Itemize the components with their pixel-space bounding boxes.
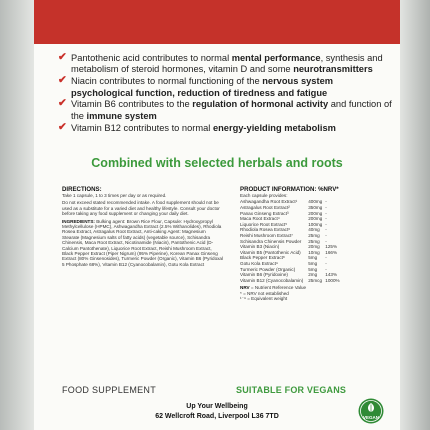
product-info-column	[240, 186, 388, 302]
claim-text: Vitamin B12 contributes to normal	[71, 122, 213, 133]
health-claim-item	[58, 120, 392, 134]
bottle-edge-shade-left	[0, 0, 34, 430]
nutrient-nrv: -	[325, 221, 327, 227]
nutrient-amount: 10mg	[308, 249, 320, 255]
nutrient-name: Vitamin B6 (Pyridoxine)	[240, 272, 288, 278]
nutrient-name: Ashwagandha Root Extract¹	[240, 199, 298, 205]
bottle-edge-shade-right	[400, 0, 430, 430]
claim-text: and function of the	[71, 99, 392, 121]
nutrient-nrv: 166%	[325, 249, 338, 255]
nutrient-name: Reishi Mushroom Extract⁷	[240, 232, 293, 238]
suitable-for-vegans-label: SUITABLE FOR VEGANS	[236, 385, 347, 395]
claim-highlight: nervous system psychological function, reduction of tiredness and fatigue	[71, 76, 334, 98]
nutrient-amount: 5mg	[308, 260, 318, 266]
ingredients-text: Bulking agent: Brown Rice Flour, Capsule: Hydroxypropyl Methylcellulose (HPMC), Ashwagandha Extract (2.5% Withanolides), Rhodiola Rosea Extract, Astragalus Root Extract, Anti-caking Agent: Magnesium Stearate (Magnesium salts of fatty acids) (vegetable source), Schisandra Chinensis, Maca Root Extract, Nicotinamide (Niacin), Pantothenic Acid (D-Calcium Pantothenate), Liquorice Root Extract, Reishi Mushroom Extract, Black Pepper Extract (Piper Nigrum) (95% Piperine), Korean Panax Ginseng Extract (80% Ginsenosides), Turmeric Powder (Organic), Vitamin B6 (Pyridoxal 5 Phosphate 68%), Vitamin B12 (Cyanocobalamin), Gotu Kola Extract	[62, 218, 224, 267]
claim-highlight: regulation of hormonal activity	[192, 99, 329, 110]
nutrient-nrv: -	[325, 255, 327, 261]
check-icon: ✔	[58, 51, 67, 63]
nutrient-amount: 5mg	[308, 266, 318, 272]
nutrient-amount: 25mg	[308, 232, 320, 238]
nutrition-row	[240, 205, 340, 211]
nutrient-amount: 200mg	[308, 216, 323, 222]
nutrient-name: Vitamin B5 (Pantothenic Acid)	[240, 249, 301, 255]
health-claim-item	[58, 76, 392, 99]
vegan-badge-text: VEGAN	[362, 415, 380, 420]
claim-text: , synthesis and metabolism of steroid hormones, vitamin D and some	[71, 53, 383, 75]
nutrient-nrv: -	[325, 205, 327, 210]
nutrient-name: Astragalus Root Extract²	[240, 205, 290, 210]
company-name: Up Your Wellbeing	[186, 403, 248, 410]
nutrient-nrv: -	[325, 227, 327, 233]
nutrient-amount: 20mg	[308, 244, 320, 250]
each-capsule-text: Each capsule provides:	[240, 193, 288, 198]
claim-text: Pantothenic acid contributes to normal	[71, 53, 232, 63]
label-top-band	[34, 0, 400, 44]
food-supplement-label: FOOD SUPPLEMENT	[62, 385, 157, 395]
directions-heading: DIRECTIONS:	[62, 186, 102, 193]
directions-warning: Do not exceed stated recommended intake. A food supplement should not be used as a substitute for a varied diet and healthy lifestyle. Consult your doctor before taking any food supplement or changing your daily diet.	[62, 200, 220, 217]
nutrient-nrv: -	[325, 266, 327, 272]
nutrient-name: Liquorice Root Extract⁵	[240, 221, 288, 227]
nutrition-table	[240, 199, 340, 283]
check-icon: ✔	[58, 97, 67, 110]
nutrient-nrv: -	[325, 232, 327, 238]
nutrient-name: Gotu Kola Extract⁹	[240, 260, 278, 266]
nutrient-amount: 25mg	[308, 238, 320, 244]
nutrient-nrv: 1000%	[325, 277, 340, 283]
company-info	[34, 402, 400, 421]
check-icon: ✔	[58, 120, 67, 133]
claim-highlight: mental performance	[231, 53, 321, 63]
nrv-footnote: * = NRV not established	[240, 290, 289, 296]
equivalent-weight-footnote: ¹⁻⁹ = Equivalent weight	[240, 296, 288, 302]
nutrient-amount: 2mg	[308, 272, 318, 278]
nutrient-amount: 25mcg	[308, 277, 323, 283]
nutrient-amount: 100mg	[308, 221, 323, 227]
nutrient-amount: 40mg	[308, 227, 320, 233]
company-address: 62 Wellcroft Road, Liverpool L36 7TD	[155, 412, 279, 420]
vegan-leaf-icon	[358, 398, 384, 424]
ingredients-block	[62, 219, 224, 268]
nutrient-nrv: -	[325, 199, 327, 205]
nutrient-name: Schisandra Chinensis Powder	[240, 238, 302, 244]
nutrition-row	[240, 233, 340, 239]
nrv-column-heading: %NRV*	[318, 186, 339, 193]
nutrition-row	[240, 278, 340, 284]
claim-highlight: neurotransmitters	[293, 64, 373, 75]
check-icon: ✔	[58, 74, 67, 87]
claim-text: Niacin contributes to normal functioning of the	[71, 76, 263, 87]
nutrient-name: Panax Ginseng Extract³	[240, 210, 289, 216]
nutrient-name: Black Pepper Extract⁸	[240, 255, 285, 261]
nutrient-name: Vitamin B3 (Niacin)	[240, 244, 280, 250]
nrv-label: NRV	[240, 285, 250, 291]
nutrient-nrv: 143%	[325, 272, 338, 278]
nutrient-nrv: -	[325, 238, 327, 244]
claim-text: Vitamin B6 contributes to the	[71, 99, 193, 110]
nutrient-name: Vitamin B12 (Cyanocobalamin)	[240, 277, 304, 283]
combined-heading: Combined with selected herbals and roots	[91, 156, 343, 170]
nutrient-nrv: 125%	[325, 244, 338, 250]
product-info-title: PRODUCT INFORMATION:	[240, 186, 317, 193]
nutrient-amount: 400mg	[308, 199, 323, 205]
nutrient-name: Rhodiola Rosea Extract⁶	[240, 227, 291, 233]
nutrient-amount: 5mg	[308, 255, 318, 261]
directions-text: Take 1 capsule, 1 to 3 times per day or as required.	[62, 193, 167, 198]
ingredients-heading: INGREDIENTS:	[62, 218, 95, 224]
health-claim-item	[58, 53, 392, 76]
health-claim-item	[58, 99, 392, 122]
nutrient-nrv: -	[325, 216, 327, 222]
nutrient-amount: 350mg	[308, 205, 323, 210]
nutrient-amount: 200mg	[308, 210, 323, 216]
nutrient-name: Maca Root Extract⁴	[240, 216, 280, 222]
product-info-heading	[240, 186, 388, 193]
directions-column	[62, 186, 224, 267]
claim-highlight: energy-yielding metabolism	[212, 122, 336, 133]
nutrient-nrv: -	[325, 260, 327, 266]
claim-highlight: immune system	[86, 110, 157, 121]
nutrient-name: Turmeric Powder (Organic)	[240, 266, 296, 272]
nutrient-nrv: -	[325, 210, 327, 216]
nrv-definition-text: = Nutrient Reference Value	[250, 285, 307, 291]
health-claims-list	[58, 53, 392, 134]
